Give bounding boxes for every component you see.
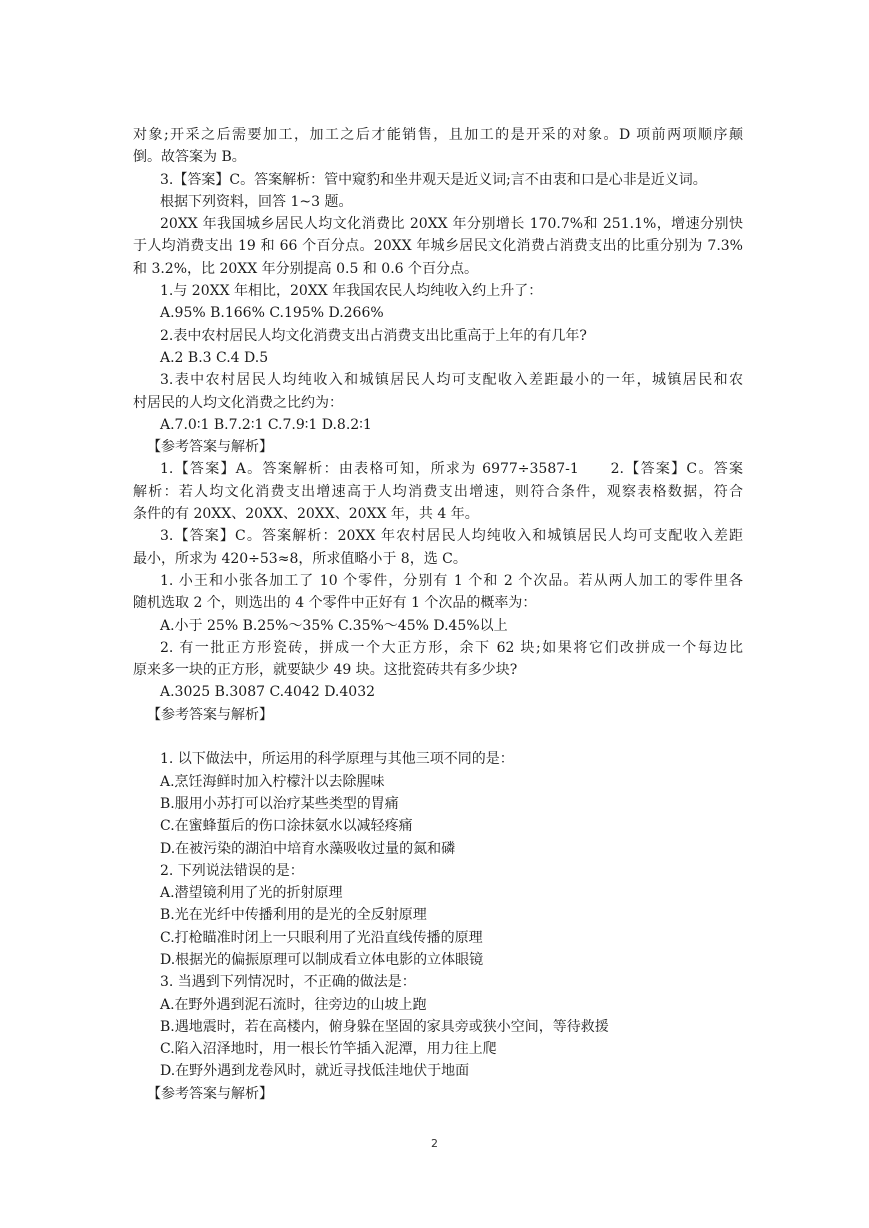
text-line: A.小于 25% B.25%～35% C.35%～45% D.45%以上 [160, 617, 508, 634]
text-line: 3.表中农村居民人均纯收入和城镇居民人均可支配收入差距最小的一年，城镇居民和农 [160, 372, 743, 389]
text-line: 【参考答案与解析】 [147, 439, 273, 456]
text-line: 和 3.2%，比 20XX 年分别提高 0.5 和 0.6 个百分点。 [133, 260, 478, 277]
text-line: A.潜望镜利用了光的折射原理 [160, 885, 343, 902]
text-line: B.光在光纤中传播利用的是光的全反射原理 [160, 907, 427, 924]
text-line: 1.【答案】A。答案解析：由表格可知，所求为 6977÷3587-1 2.【答案】C。答案 [160, 461, 743, 478]
text-line: 对象;开采之后需要加工，加工之后才能销售，且加工的是开采的对象。D 项前两项顺序颠 [133, 127, 743, 143]
text-line: 3.【答案】C。答案解析：20XX 年农村居民人均纯收入和城镇居民人均可支配收入差距 [160, 528, 743, 545]
page-body [133, 124, 743, 1105]
text-line: 村居民的人均文化消费之比约为： [133, 394, 343, 411]
text-line: 2.表中农村居民人均文化消费支出占消费支出比重高于上年的有几年? [160, 327, 587, 344]
text-line: D.在野外遇到龙卷风时，就近寻找低洼地伏于地面 [160, 1063, 470, 1080]
text-line: 于人均消费支出 19 和 66 个百分点。20XX 年城乡居民文化消费占消费支出的比重分别为 7.3% [133, 238, 743, 255]
text-line: B.遇地震时，若在高楼内，俯身躲在坚固的家具旁或狭小空间，等待救援 [160, 1018, 609, 1035]
text-line: D.根据光的偏振原理可以制成看立体电影的立体眼镜 [160, 951, 484, 968]
text-line: A.在野外遇到泥石流时，往旁边的山坡上跑 [160, 996, 427, 1013]
text-line: 2. 有一批正方形瓷砖，拼成一个大正方形，余下 62 块;如果将它们改拼成一个每边比 [160, 639, 743, 656]
text-line: 3.【答案】C。答案解析：管中窥豹和坐井观天是近义词;言不由衷和口是心非是近义词。 [160, 171, 707, 188]
text-line: 解析：若人均文化消费支出增速高于人均消费支出增速，则符合条件，观察表格数据，符合 [133, 483, 743, 500]
text-line: 1.与 20XX 年相比，20XX 年我国农民人均纯收入约上升了： [160, 283, 543, 300]
text-line: C.在蜜蜂蜇后的伤口涂抹氨水以减轻疼痛 [160, 818, 413, 835]
text-line: 原来多一块的正方形，就要缺少 49 块。这批瓷砖共有多少块? [133, 662, 518, 679]
blank-line [133, 726, 743, 748]
text-line: A.2 B.3 C.4 D.5 [160, 349, 269, 366]
text-line: D.在被污染的湖泊中培育水藻吸收过量的氮和磷 [160, 840, 456, 857]
text-line: 根据下列资料，回答 1~3 题。 [160, 193, 353, 210]
text-line: 【参考答案与解析】 [147, 1085, 273, 1102]
text-line: 1. 小王和小张各加工了 10 个零件，分别有 1 个和 2 个次品。若从两人加工的零件里各 [160, 572, 743, 589]
text-line: B.服用小苏打可以治疗某些类型的胃痛 [160, 795, 399, 812]
text-line: 倒。故答案为 B。 [133, 149, 246, 166]
text-line: 条件的有 20XX、20XX、20XX、20XX 年，共 4 年。 [133, 506, 479, 523]
text-line: 3. 当遇到下列情况时，不正确的做法是： [160, 974, 416, 991]
text-line: 1. 以下做法中，所运用的科学原理与其他三项不同的是： [160, 751, 514, 768]
text-line: A.95% B.166% C.195% D.266% [160, 305, 384, 322]
text-line: 2. 下列说法错误的是： [160, 862, 304, 879]
text-line: C.陷入沼泽地时，用一根长竹竿插入泥潭，用力往上爬 [160, 1041, 497, 1058]
text-line: 20XX 年我国城乡居民人均文化消费比 20XX 年分别增长 170.7%和 251.1%，增速分别快 [160, 216, 743, 233]
text-line: 【参考答案与解析】 [147, 706, 273, 723]
text-line: A.烹饪海鲜时加入柠檬汁以去除腥味 [160, 773, 385, 790]
text-line: A.7.0∶1 B.7.2∶1 C.7.9∶1 D.8.2∶1 [160, 416, 372, 433]
text-line: A.3025 B.3087 C.4042 D.4032 [160, 684, 376, 701]
text-line: 最小，所求为 420÷53≈8，所求值略小于 8，选 C。 [133, 550, 467, 567]
page-number: 2 [431, 1137, 438, 1150]
text-line: 随机选取 2 个，则选出的 4 个零件中正好有 1 个次品的概率为： [133, 595, 537, 612]
text-line: C.打枪瞄准时闭上一只眼利用了光沿直线传播的原理 [160, 929, 483, 946]
